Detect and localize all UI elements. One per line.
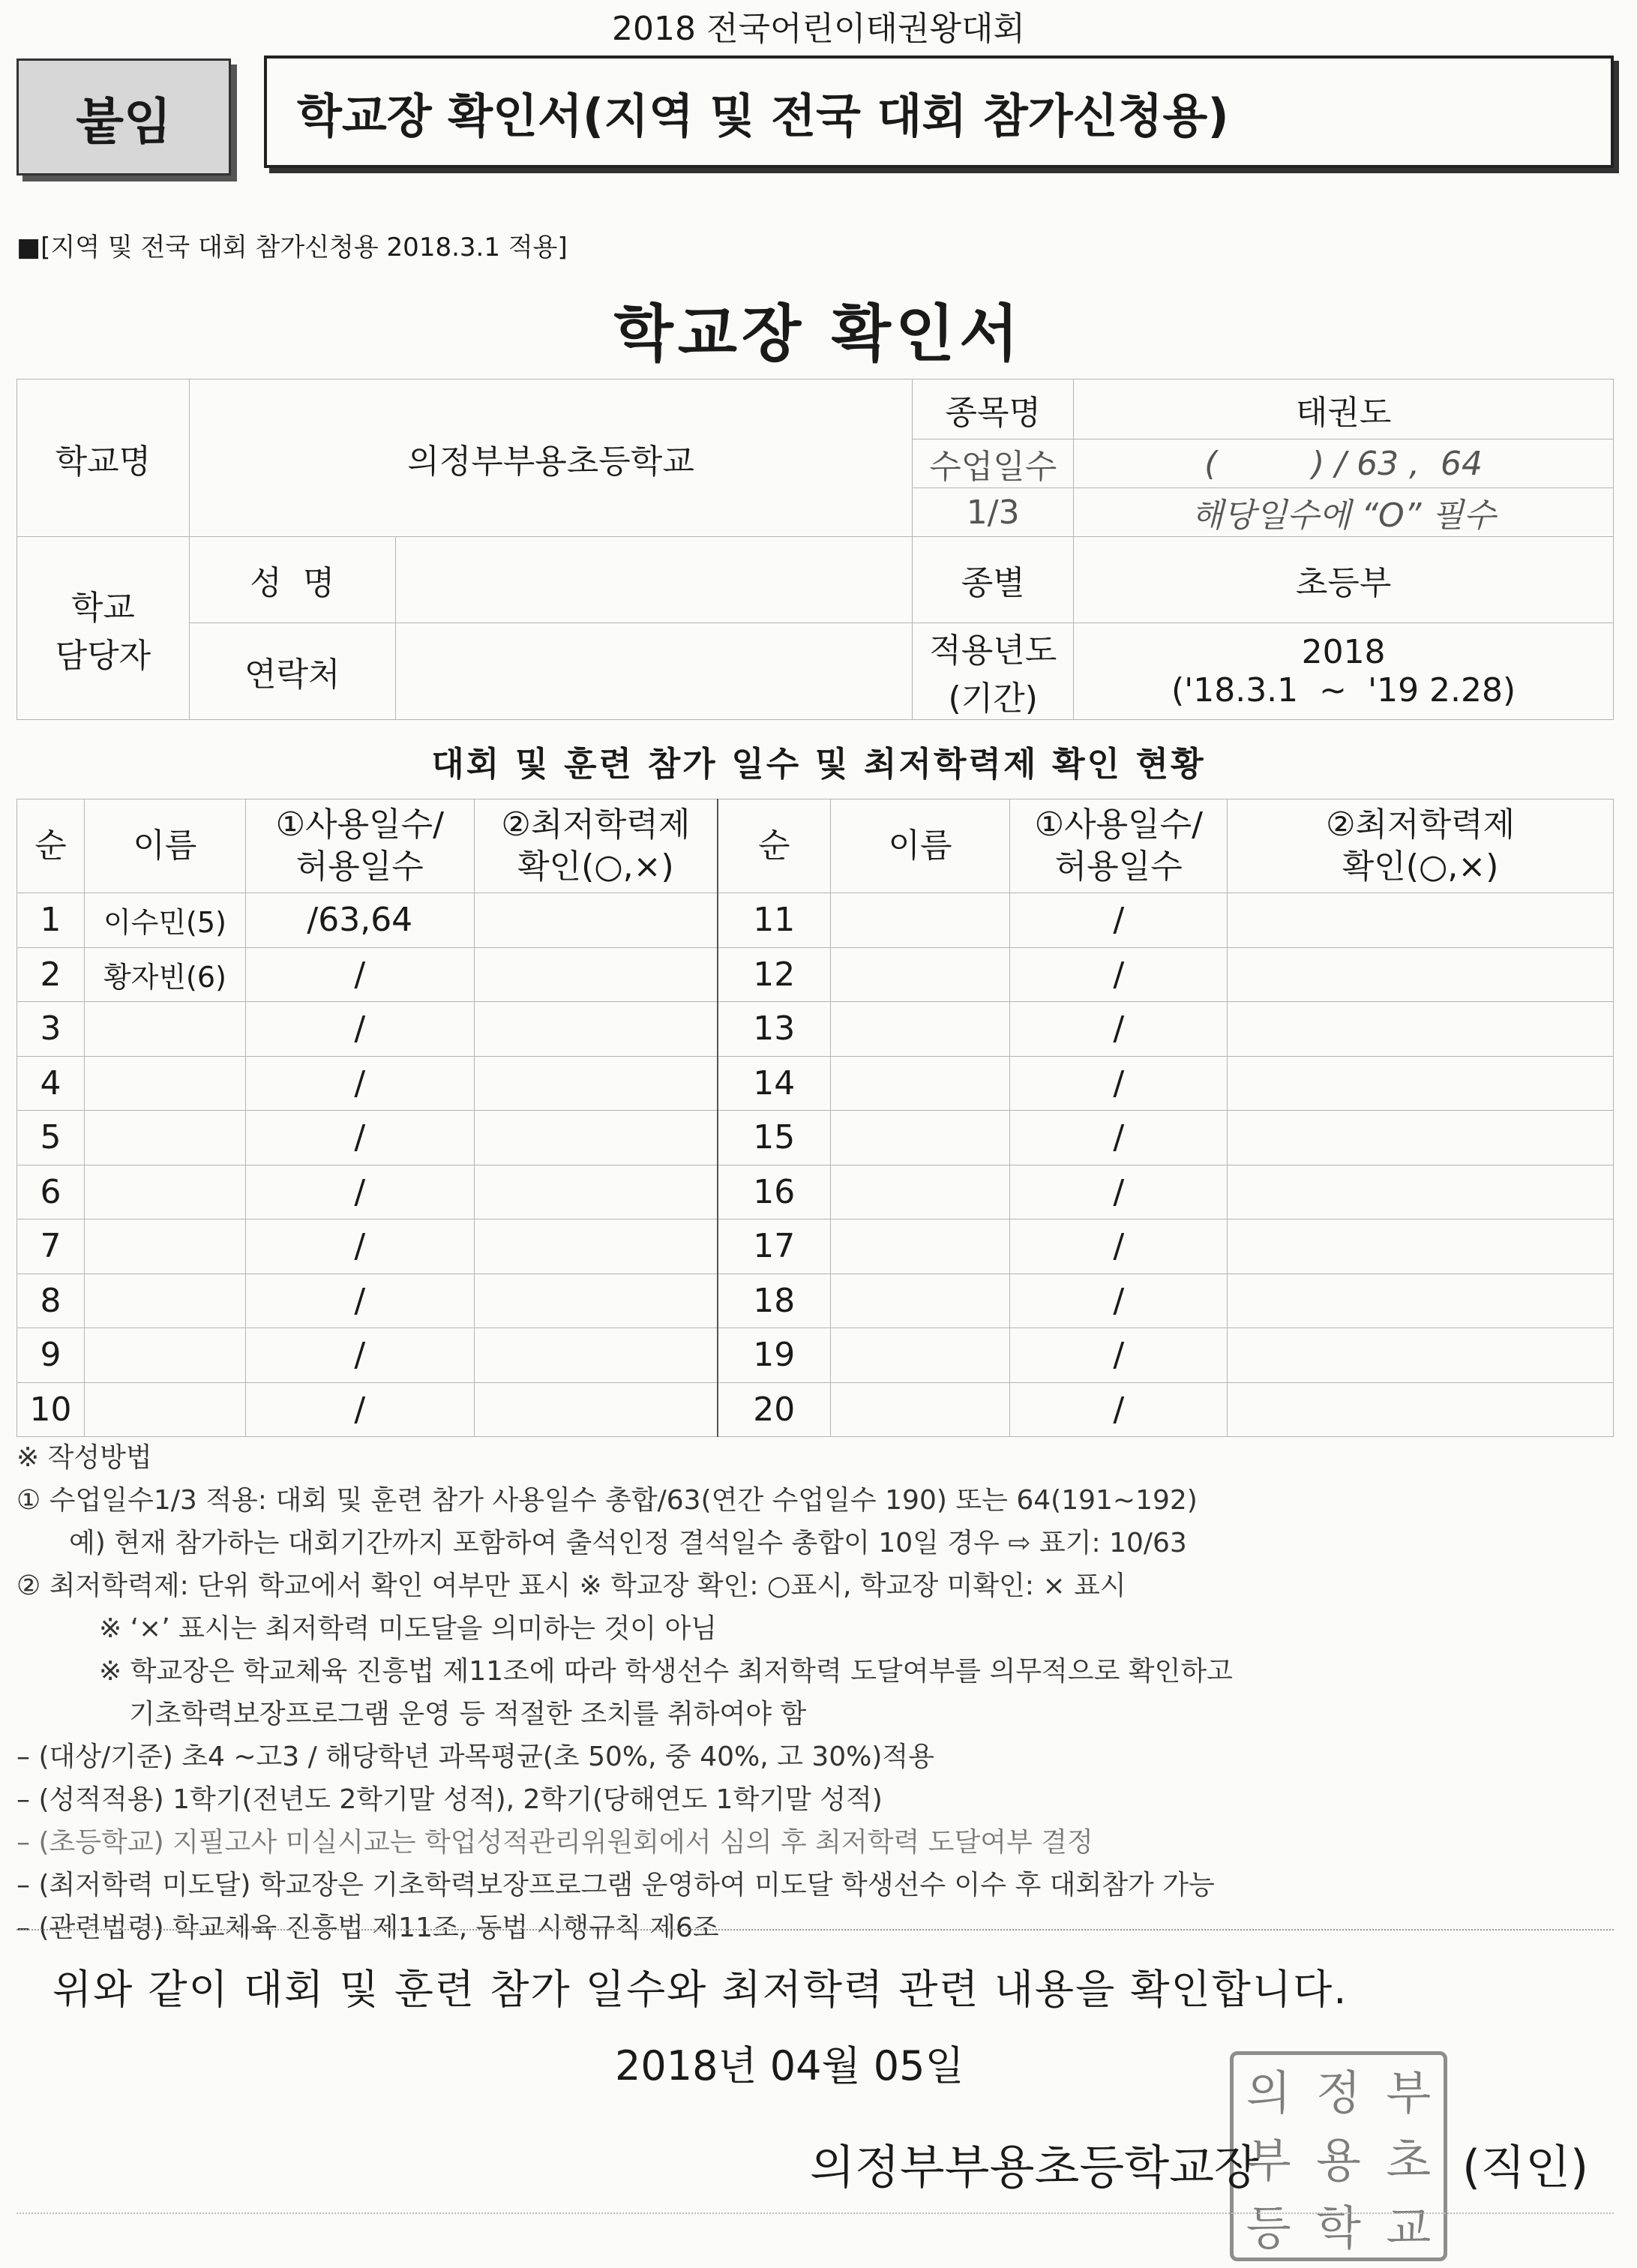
ratio-note: 해당일수에 “O” 필수 — [1074, 488, 1614, 537]
used-days[interactable]: / — [1010, 1111, 1228, 1166]
table-row — [17, 893, 1614, 948]
row-number: 15 — [718, 1111, 830, 1166]
used-days[interactable]: /63,64 — [245, 893, 474, 948]
seal-char: 등 — [1246, 2200, 1291, 2255]
event-label: 종목명 — [913, 380, 1074, 440]
academic-check[interactable] — [1228, 1165, 1614, 1220]
academic-check[interactable] — [1228, 1002, 1614, 1057]
seal-char: 초 — [1386, 2132, 1432, 2188]
info-table — [16, 379, 1614, 720]
student-name[interactable] — [830, 1328, 1010, 1383]
used-days[interactable]: / — [1010, 1056, 1228, 1111]
form-title: 학교장 확인서(지역 및 전국 대회 참가신청용) — [264, 56, 1614, 168]
guide-dash1: – (대상/기준) 초4 ~고3 / 해당학년 과목평균(초 50%, 중 40%, 고 30%)적용 — [16, 1742, 934, 1772]
col-check-line2: 확인(○,×) — [517, 848, 674, 886]
col-check-right-line2: 확인(○,×) — [1342, 848, 1499, 886]
academic-check[interactable] — [1228, 1111, 1614, 1166]
guide-item1: ① 수업일수1/3 적용: 대회 및 훈련 참가 사용일수 총합/63(연간 수업일수 190) 또는 64(191~192) — [16, 1485, 1198, 1516]
used-days[interactable]: / — [1010, 1328, 1228, 1383]
staff-label-line1: 학교 — [70, 588, 135, 627]
student-name[interactable] — [84, 1056, 245, 1111]
used-days[interactable]: / — [245, 1165, 474, 1220]
division-value: 초등부 — [1074, 537, 1614, 623]
row-number: 14 — [718, 1056, 830, 1111]
guide-note1: ※ ‘×’ 표시는 최저학력 미도달을 의미하는 것이 아님 — [99, 1613, 718, 1644]
table-row — [17, 947, 1614, 1002]
official-seal — [1230, 2051, 1447, 2261]
academic-check[interactable] — [1228, 947, 1614, 1002]
used-days[interactable]: / — [1010, 1382, 1228, 1437]
col-check-right-line1: ②최저학력제 — [1326, 806, 1516, 844]
academic-check[interactable] — [1228, 1382, 1614, 1437]
guide-item2: ② 최저학력제: 단위 학교에서 확인 여부만 표시 ※ 학교장 확인: ○표시, 학교장 미확인: × 표시 — [16, 1570, 1126, 1601]
academic-check[interactable] — [474, 1382, 718, 1437]
col-days — [245, 800, 474, 893]
academic-check[interactable] — [474, 1165, 718, 1220]
row-number: 5 — [17, 1111, 85, 1166]
col-days-right-line1: ①사용일수/ — [1034, 806, 1203, 844]
used-days[interactable]: / — [245, 1056, 474, 1111]
used-days[interactable]: / — [245, 1002, 474, 1057]
guide-note2-cont: 기초학력보장프로그램 운영 등 적절한 조치를 취하여야 함 — [129, 1699, 807, 1730]
student-name[interactable]: 황자빈(6) — [84, 947, 245, 1002]
division-label: 종별 — [913, 537, 1074, 623]
year-value: 2018 — [1301, 633, 1386, 671]
confirmation-date: 2018년 04월 05일 — [615, 2042, 964, 2090]
contact-value[interactable] — [395, 623, 913, 720]
academic-check[interactable] — [474, 1274, 718, 1328]
writing-guide — [16, 1436, 1621, 1949]
guide-item1-example: 예) 현재 참가하는 대회기간까지 포함하여 출석인정 결석일수 총합이 10일 경우 ⇨ 표기: 10/63 — [69, 1528, 1187, 1558]
seal-char: 용 — [1316, 2132, 1361, 2188]
used-days[interactable]: / — [1010, 893, 1228, 948]
seal-char: 의 — [1246, 2065, 1291, 2120]
used-days[interactable]: / — [1010, 1220, 1228, 1274]
student-name[interactable] — [84, 1002, 245, 1057]
row-number: 9 — [17, 1328, 85, 1383]
table-row — [17, 1165, 1614, 1220]
col-days-right-line2: 허용일수 — [1054, 848, 1183, 886]
used-days[interactable]: / — [1010, 947, 1228, 1002]
academic-check[interactable] — [1228, 1328, 1614, 1383]
academic-check[interactable] — [1228, 1220, 1614, 1274]
year-period: ('18.3.1 ~ '19 2.28) — [1171, 671, 1516, 710]
used-days[interactable]: / — [245, 1328, 474, 1383]
student-name[interactable] — [84, 1382, 245, 1437]
used-days[interactable]: / — [245, 1220, 474, 1274]
school-name: 의정부부용초등학교 — [189, 380, 912, 537]
used-days[interactable]: / — [1010, 1165, 1228, 1220]
student-name[interactable] — [830, 1002, 1010, 1057]
student-name[interactable]: 이수민(5) — [84, 893, 245, 948]
used-days[interactable]: / — [1010, 1002, 1228, 1057]
academic-check[interactable] — [474, 893, 718, 948]
used-days[interactable]: / — [245, 1382, 474, 1437]
col-no-right: 순 — [718, 800, 830, 893]
guide-note2: ※ 학교장은 학교체육 진흥법 제11조에 따라 학생선수 최저학력 도달여부를 의무적으로 확인하고 — [99, 1656, 1233, 1687]
guide-heading: ※ 작성방법 — [16, 1442, 152, 1473]
academic-check[interactable] — [1228, 1274, 1614, 1328]
student-name[interactable] — [830, 893, 1010, 948]
col-check — [474, 800, 718, 893]
staff-label — [17, 537, 190, 720]
academic-check[interactable] — [1228, 893, 1614, 948]
row-number: 12 — [718, 947, 830, 1002]
row-number: 6 — [17, 1165, 85, 1220]
student-name[interactable] — [830, 1111, 1010, 1166]
row-number: 11 — [718, 893, 830, 948]
col-name-right: 이름 — [830, 800, 1010, 893]
table-row — [17, 1328, 1614, 1383]
table-row — [17, 1111, 1614, 1166]
used-days[interactable]: / — [1010, 1274, 1228, 1328]
academic-check[interactable] — [1228, 1056, 1614, 1111]
event-value: 태권도 — [1074, 380, 1614, 440]
contact-label: 연락처 — [189, 623, 395, 720]
academic-check[interactable] — [474, 1111, 718, 1166]
used-days[interactable]: / — [245, 1111, 474, 1166]
event-title: 2018 전국어린이태권왕대회 — [611, 10, 1025, 48]
year-label-line1: 적용년도 — [929, 632, 1057, 670]
row-number: 18 — [718, 1274, 830, 1328]
row-number: 8 — [17, 1274, 85, 1328]
status-title: 대회 및 훈련 참가 일수 및 최저학력제 확인 현황 — [431, 744, 1206, 784]
academic-check[interactable] — [474, 947, 718, 1002]
student-name[interactable] — [830, 947, 1010, 1002]
student-name[interactable] — [84, 1220, 245, 1274]
school-label: 학교명 — [17, 380, 190, 537]
row-number: 17 — [718, 1220, 830, 1274]
academic-check[interactable] — [474, 1056, 718, 1111]
student-name[interactable] — [830, 1220, 1010, 1274]
student-name[interactable] — [830, 1382, 1010, 1437]
academic-check[interactable] — [474, 1002, 718, 1057]
confirmation-statement: 위와 같이 대회 및 훈련 참가 일수와 최저학력 관련 내용을 확인합니다. — [52, 1966, 1348, 2013]
row-number: 2 — [17, 947, 85, 1002]
table-row — [17, 1002, 1614, 1057]
academic-check[interactable] — [474, 1220, 718, 1274]
student-name[interactable] — [830, 1056, 1010, 1111]
year-label-line2: (기간) — [948, 680, 1038, 718]
seal-char: 부 — [1246, 2132, 1291, 2188]
seal-char: 교 — [1386, 2200, 1432, 2255]
name-value[interactable] — [395, 537, 913, 623]
student-name[interactable] — [84, 1111, 245, 1166]
student-name[interactable] — [830, 1274, 1010, 1328]
table-row — [17, 1274, 1614, 1328]
guide-dash5: – (관련법령) 학교체육 진흥법 제11조, 동법 시행규칙 제6조 — [16, 1912, 719, 1943]
col-check-line1: ②최저학력제 — [501, 806, 691, 844]
row-number: 7 — [17, 1220, 85, 1274]
row-number: 16 — [718, 1165, 830, 1220]
class-days-value: ( ) / 63 , 64 — [1074, 440, 1614, 488]
guide-dash3: – (초등학교) 지필고사 미실시교는 학업성적관리위원회에서 심의 후 최저학력 도달여부 결정 — [16, 1827, 1093, 1858]
student-name[interactable] — [830, 1165, 1010, 1220]
student-name[interactable] — [84, 1274, 245, 1328]
used-days[interactable]: / — [245, 947, 474, 1002]
seal-char: 정 — [1316, 2065, 1361, 2120]
student-name[interactable] — [84, 1328, 245, 1383]
seal-note: (직인) — [1462, 2140, 1589, 2194]
attachment-badge: 붙임 — [16, 58, 231, 176]
used-days[interactable]: / — [245, 1274, 474, 1328]
table-row — [17, 1220, 1614, 1274]
guide-dash2: – (성적적용) 1학기(전년도 2학기말 성적), 2학기(당해연도 1학기말 성적) — [16, 1784, 883, 1815]
apply-note: ■[지역 및 전국 대회 참가신청용 2018.3.1 적용] — [16, 232, 568, 262]
principal-name: 의정부부용초등학교장 — [810, 2140, 1259, 2194]
student-name[interactable] — [84, 1165, 245, 1220]
col-name: 이름 — [84, 800, 245, 893]
table-row — [17, 1056, 1614, 1111]
col-check-right — [1228, 800, 1614, 893]
row-number: 19 — [718, 1328, 830, 1383]
seal-char: 학 — [1316, 2200, 1361, 2255]
year-label — [913, 623, 1074, 720]
seal-char: 부 — [1386, 2065, 1432, 2120]
roster-table — [16, 799, 1614, 1437]
academic-check[interactable] — [474, 1328, 718, 1383]
ratio-label: 1/3 — [913, 488, 1074, 537]
col-days-line1: ①사용일수/ — [275, 806, 444, 844]
table-row — [17, 1382, 1614, 1437]
name-label: 성 명 — [189, 537, 395, 623]
document-title: 학교장 확인서 — [613, 298, 1024, 370]
guide-dash4: – (최저학력 미도달) 학교장은 기초학력보장프로그램 운영하여 미도달 학생선수 이수 후 대회참가 가능 — [16, 1870, 1215, 1900]
staff-label-line2: 담당자 — [55, 636, 151, 675]
bottom-divider — [16, 2212, 1614, 2214]
row-number: 13 — [718, 1002, 830, 1057]
row-number: 4 — [17, 1056, 85, 1111]
year-value-cell — [1074, 623, 1614, 720]
row-number: 10 — [17, 1382, 85, 1437]
row-number: 20 — [718, 1382, 830, 1437]
guide-divider — [16, 1929, 1614, 1930]
col-days-right — [1010, 800, 1228, 893]
row-number: 1 — [17, 893, 85, 948]
row-number: 3 — [17, 1002, 85, 1057]
col-days-line2: 허용일수 — [295, 848, 424, 886]
col-no: 순 — [17, 800, 85, 893]
class-days-label: 수업일수 — [913, 440, 1074, 488]
